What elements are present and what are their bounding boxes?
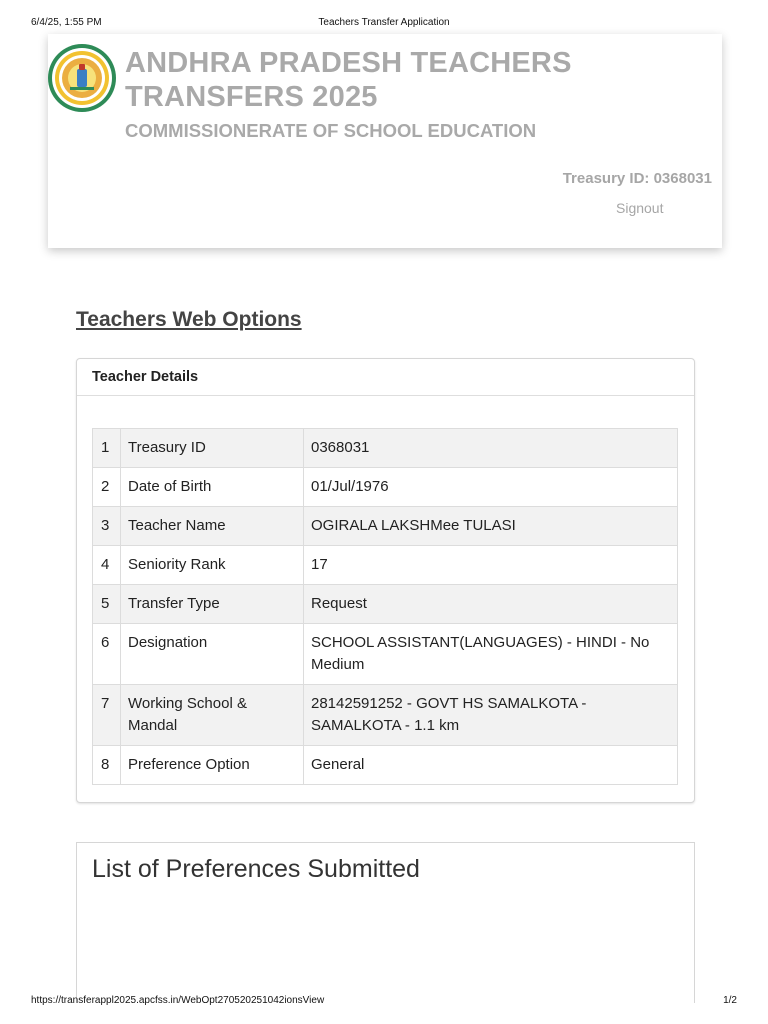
row-label: Seniority Rank	[121, 546, 304, 585]
signout-link[interactable]: Signout	[616, 200, 664, 216]
row-number: 6	[93, 624, 121, 685]
row-value: 28142591252 - GOVT HS SAMALKOTA - SAMALKOTA - 1.1 km	[304, 685, 678, 746]
banner-subtitle: COMMISSIONERATE OF SCHOOL EDUCATION	[125, 120, 537, 141]
andhra-pradesh-emblem-icon	[46, 42, 118, 114]
row-value: 01/Jul/1976	[304, 468, 678, 507]
table-row	[93, 546, 678, 585]
row-number: 5	[93, 585, 121, 624]
table-row	[93, 685, 678, 746]
row-number: 8	[93, 746, 121, 785]
treasury-id-display: Treasury ID: 0368031	[562, 170, 712, 187]
header-banner	[48, 34, 722, 248]
preferences-card	[76, 842, 695, 1003]
table-row	[93, 746, 678, 785]
row-number: 4	[93, 546, 121, 585]
table-row	[93, 507, 678, 546]
print-footer	[0, 995, 768, 1009]
row-value: OGIRALA LAKSHMee TULASI	[304, 507, 678, 546]
print-datetime: 6/4/25, 1:55 PM	[31, 17, 102, 28]
row-label: Treasury ID	[121, 429, 304, 468]
table-row	[93, 429, 678, 468]
print-page-title: Teachers Transfer Application	[318, 17, 450, 28]
row-number: 7	[93, 685, 121, 746]
teacher-details-card	[76, 358, 695, 803]
row-number: 3	[93, 507, 121, 546]
banner-title: ANDHRA PRADESH TEACHERS TRANSFERS 2025	[125, 47, 572, 113]
teacher-details-table	[92, 428, 678, 785]
row-number: 1	[93, 429, 121, 468]
preferences-title: List of Preferences Submitted	[92, 855, 420, 883]
print-url: https://transferappl2025.apcfss.in/WebOpt270520251042ionsView	[31, 995, 325, 1006]
row-value: SCHOOL ASSISTANT(LANGUAGES) - HINDI - No Medium	[304, 624, 678, 685]
table-row	[93, 585, 678, 624]
print-header	[0, 17, 768, 31]
row-label: Transfer Type	[121, 585, 304, 624]
row-label: Teacher Name	[121, 507, 304, 546]
row-label: Preference Option	[121, 746, 304, 785]
table-row	[93, 624, 678, 685]
page-heading: Teachers Web Options	[76, 308, 302, 331]
row-number: 2	[93, 468, 121, 507]
row-value: 0368031	[304, 429, 678, 468]
row-label: Designation	[121, 624, 304, 685]
print-page-number: 1/2	[723, 995, 737, 1006]
row-value: 17	[304, 546, 678, 585]
row-value: General	[304, 746, 678, 785]
row-label: Working School & Mandal	[121, 685, 304, 746]
card-title: Teacher Details	[77, 359, 694, 396]
row-label: Date of Birth	[121, 468, 304, 507]
row-value: Request	[304, 585, 678, 624]
table-row	[93, 468, 678, 507]
